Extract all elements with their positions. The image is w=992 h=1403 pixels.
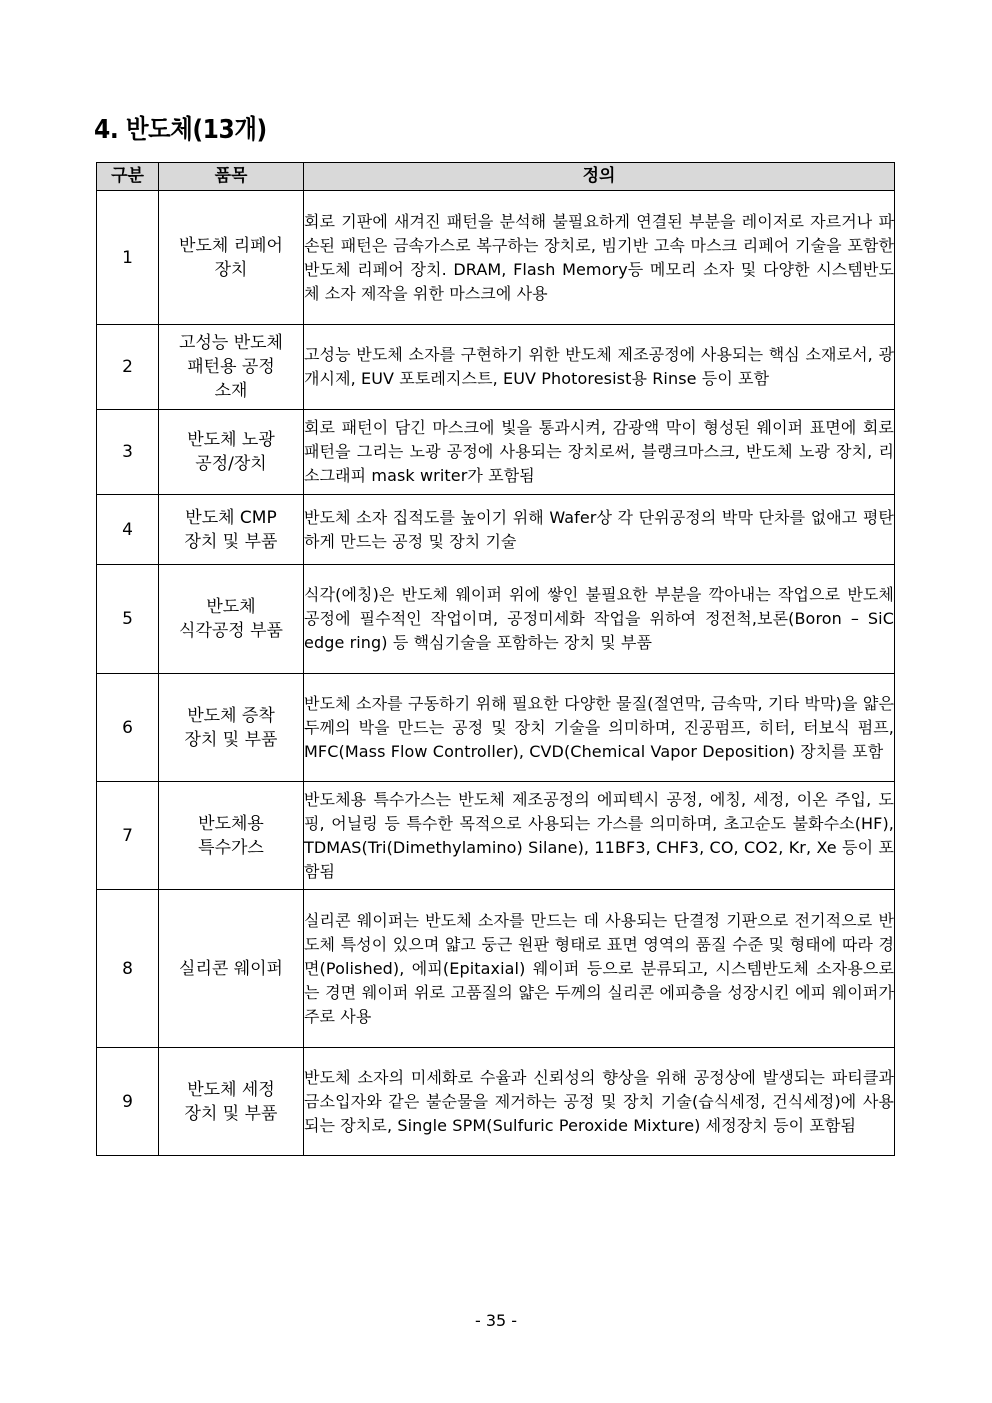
row-definition: 반도체 소자 집적도를 높이기 위해 Wafer상 각 단위공정의 박막 단차를 없애고 평탄하게 만드는 공정 및 장치 기술 — [304, 495, 895, 565]
table-row — [97, 325, 895, 410]
table-header-row — [97, 163, 895, 191]
row-definition: 회로 기판에 새겨진 패턴을 분석해 불필요하게 연결된 부분을 레이저로 자르거나 파손된 패턴은 금속가스로 복구하는 장치로, 빔기반 고속 마스크 리페어 기술을 포함한 반도체 리페어 장치. DRAM, Flash Memory등 메모리 소자 및 다양한 시스템반도체 소자 제작을 위한 마스크에 사용 — [304, 191, 895, 325]
table-row — [97, 410, 895, 495]
row-item: 반도체 노광 공정/장치 — [159, 410, 304, 495]
row-item: 반도체용 특수가스 — [159, 782, 304, 890]
row-definition: 반도체 소자의 미세화로 수율과 신뢰성의 향상을 위해 공정상에 발생되는 파티클과 금소입자와 같은 불순물을 제거하는 공정 및 장치 기술(습식세정, 건식세정)에 사용되는 장치로, Single SPM(Sulfuric Peroxide Mixture) 세정장치 등이 포함됨 — [304, 1048, 895, 1156]
definitions-table — [96, 162, 895, 1156]
row-number: 3 — [97, 410, 159, 495]
header-no: 구분 — [97, 163, 159, 191]
row-item: 반도체 세정 장치 및 부품 — [159, 1048, 304, 1156]
row-definition: 식각(에칭)은 반도체 웨이퍼 위에 쌓인 불필요한 부분을 깍아내는 작업으로 반도체 공정에 필수적인 작업이며, 공정미세화 작업을 위하여 정전척,보론(Boron – SiC edge ring) 등 핵심기술을 포함하는 장치 및 부품 — [304, 565, 895, 674]
table-row — [97, 890, 895, 1048]
row-item: 반도체 식각공정 부품 — [159, 565, 304, 674]
row-number: 7 — [97, 782, 159, 890]
row-definition: 실리콘 웨이퍼는 반도체 소자를 만드는 데 사용되는 단결정 기판으로 전기적으로 반도체 특성이 있으며 얇고 둥근 원판 형태로 표면 영역의 품질 수준 및 형태에 따라 경면(Polished), 에피(Epitaxial) 웨이퍼 등으로 분류되고, 시스템반도체 소자용으로는 경면 웨이퍼 위로 고품질의 얇은 두께의 실리콘 에피층을 성장시킨 에피 웨이퍼가 주로 사용 — [304, 890, 895, 1048]
table-row — [97, 782, 895, 890]
row-number: 4 — [97, 495, 159, 565]
row-number: 1 — [97, 191, 159, 325]
table-row — [97, 191, 895, 325]
row-definition: 고성능 반도체 소자를 구현하기 위한 반도체 제조공정에 사용되는 핵심 소재로서, 광개시제, EUV 포토레지스트, EUV Photoresist용 Rinse 등이 포함 — [304, 325, 895, 410]
row-number: 9 — [97, 1048, 159, 1156]
row-number: 2 — [97, 325, 159, 410]
row-item: 반도체 리페어 장치 — [159, 191, 304, 325]
row-number: 6 — [97, 674, 159, 782]
header-definition: 정의 — [304, 163, 895, 191]
header-item: 품목 — [159, 163, 304, 191]
table-row — [97, 674, 895, 782]
row-number: 8 — [97, 890, 159, 1048]
row-item: 반도체 CMP 장치 및 부품 — [159, 495, 304, 565]
table-row — [97, 565, 895, 674]
section-title: 4. 반도체(13개) — [94, 115, 267, 145]
row-item: 고성능 반도체 패턴용 공정 소재 — [159, 325, 304, 410]
row-item: 반도체 증착 장치 및 부품 — [159, 674, 304, 782]
row-definition: 반도체 소자를 구동하기 위해 필요한 다양한 물질(절연막, 금속막, 기타 박막)을 얇은 두께의 박을 만드는 공정 및 장치 기술을 의미하며, 진공펌프, 히터, 터보식 펌프, MFC(Mass Flow Controller), CVD(Chemical Vapor Deposition) 장치를 포함 — [304, 674, 895, 782]
page-number: - 35 - — [474, 1311, 518, 1330]
row-definition: 반도체용 특수가스는 반도체 제조공정의 에피텍시 공정, 에칭, 세정, 이온 주입, 도핑, 어닐링 등 특수한 목적으로 사용되는 가스를 의미하며, 초고순도 불화수소(HF), TDMAS(Tri(Dimethylamino) Silane), 11BF3, CHF3, CO, CO2, Kr, Xe 등이 포함됨 — [304, 782, 895, 890]
row-definition: 회로 패턴이 담긴 마스크에 빛을 통과시켜, 감광액 막이 형성된 웨이퍼 표면에 회로 패턴을 그리는 노광 공정에 사용되는 장치로써, 블랭크마스크, 반도체 노광 장치, 리소그래피 mask writer가 포함됨 — [304, 410, 895, 495]
row-number: 5 — [97, 565, 159, 674]
table-row — [97, 495, 895, 565]
row-item: 실리콘 웨이퍼 — [159, 890, 304, 1048]
table-row — [97, 1048, 895, 1156]
